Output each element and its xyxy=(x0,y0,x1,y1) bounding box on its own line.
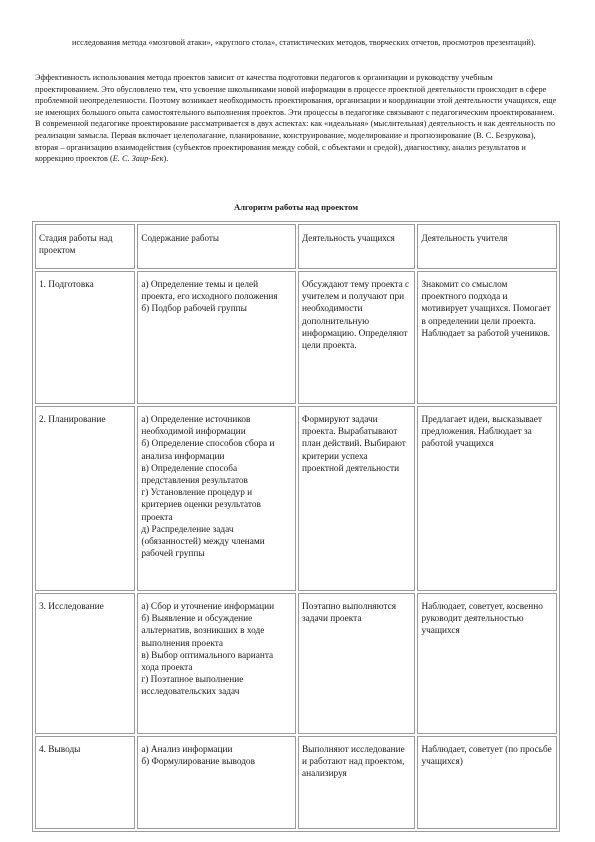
table-row xyxy=(35,406,557,591)
content-item: в) Выбор оптимального варианта хода проекта xyxy=(141,650,274,674)
stage-cell: 1. Подготовка xyxy=(35,271,135,404)
stage-cell: 2. Планирование xyxy=(35,406,135,591)
stage-cell: 4. Выводы xyxy=(35,736,135,829)
paragraph-1: Эффективность использования метода проектов зависит от качества подготовки педагогов к организации и руководству учебным проектированием. Это обусловлено тем, что усвоение школьниками новой информации в процессе проектной деятельности происходит в сфере проблемной неопределенности. Поэтому возникает необходимость проектирования, организации и координации этой деятельности учащихся, еще не имеющих большого опыта самостоятельного выполнения проектов. Эти процессы в педагогике связывают с педагогическим проектированием. xyxy=(35,73,557,117)
teacher-cell: Знакомит со смыслом проектного подхода и мотивирует учащихся. Помогает в определении цели проекта. Наблюдает за работой учеников. xyxy=(417,271,557,404)
content-item: г) Поэтапное выполнение исследовательских задач xyxy=(141,675,244,698)
paragraph-2-author: Е. С. Заир-Бек xyxy=(112,154,164,164)
content-item: а) Сбор и уточнение информации xyxy=(141,602,275,612)
intro-text: исследования метода «мозговой атаки», «круглого стола», статистических методов, творческих отчетов, просмотров презентаций). xyxy=(72,38,536,47)
paragraph-2 xyxy=(35,118,557,164)
content-item: а) Определение источников необходимой информации xyxy=(141,415,251,438)
table-header-row xyxy=(35,224,557,269)
table-row xyxy=(35,593,557,734)
paragraph-2-text: В современной педагогике проектирование рассматривается в двух аспектах: как «идеальная» (мыслительная) деятельность и как деятельность по реализации замысла. Первая включает целеполагание, планирование, конструирование, моделирование и прогнозирование (В. С. Безрукова), вторая – организацию взаимодействия (субъектов проектирования между собой, с объектами и средой), диагностику, анализ результатов и коррекцию проектов ( xyxy=(35,119,556,164)
header-content: Содержание работы xyxy=(137,224,296,269)
header-teacher: Деятельность учителя xyxy=(417,224,557,269)
students-cell: Формируют задачи проекта. Вырабатывают план действий. Выбирают критерии успеха проектной деятельности xyxy=(298,406,415,591)
teacher-cell: Предлагает идеи, высказывает предложения. Наблюдает за работой учащихся xyxy=(417,406,557,591)
header-stage: Стадия работы над проектом xyxy=(35,224,135,269)
paragraph-2-end: ). xyxy=(163,154,169,164)
students-cell: Выполняют исследование и работают над проектом, анализируя xyxy=(298,736,415,829)
body-text xyxy=(35,72,557,165)
students-cell: Обсуждают тему проекта с учителем и получают при необходимости дополнительную информацию. Определяют цели проекта. xyxy=(298,271,415,404)
students-cell: Поэтапно выполняются задачи проекта xyxy=(298,593,415,734)
header-students: Деятельность учащихся xyxy=(298,224,415,269)
content-item: б) Подбор рабочей группы xyxy=(141,304,247,315)
content-cell xyxy=(137,593,296,734)
table-row xyxy=(35,736,557,829)
content-cell xyxy=(137,406,296,591)
content-item: а) Определение темы и целей проекта, его исходного положения xyxy=(141,280,278,303)
table-row xyxy=(35,271,557,404)
content-item: д) Распределение задач (обязанностей) между членами рабочей группы xyxy=(141,524,265,560)
content-item: в) Определение способа представления результатов xyxy=(141,463,248,487)
content-item: г) Установление процедур и критериев оценки результатов проекта xyxy=(141,488,261,523)
content-item: б) Выявление и обсуждение альтернатив, возникших в ходе выполнения проекта xyxy=(141,614,265,649)
stage-cell: 3. Исследование xyxy=(35,593,135,734)
content-cell xyxy=(137,271,296,404)
project-algorithm-table xyxy=(32,221,560,832)
teacher-cell: Наблюдает, советует, косвенно руководит деятельностью учащихся xyxy=(417,593,557,734)
content-item: а) Анализ информации xyxy=(141,745,233,755)
teacher-cell: Наблюдает, советует (по просьбе учащихся) xyxy=(417,736,557,829)
content-cell xyxy=(137,736,296,829)
content-item: б) Формулирование выводов xyxy=(141,757,255,768)
content-item: б) Определение способов сбора и анализа информации xyxy=(141,439,275,462)
table-title: Алгоритм работы над проектом xyxy=(233,202,359,212)
